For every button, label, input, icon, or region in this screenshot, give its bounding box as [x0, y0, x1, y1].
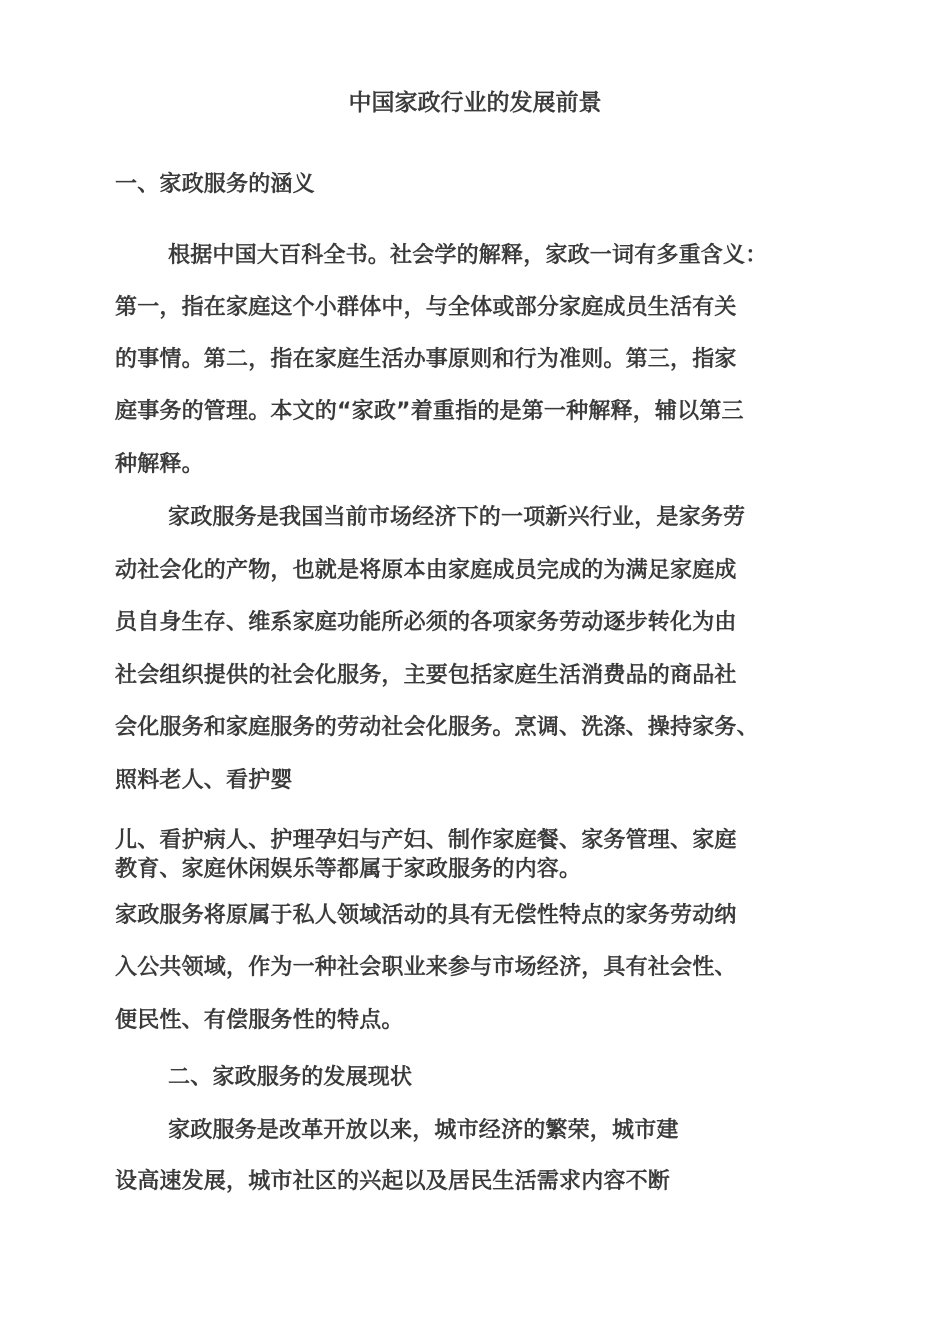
- paragraph-line: 儿、看护病人、护理孕妇与产妇、制作家庭餐、家务管理、家庭: [115, 828, 737, 853]
- paragraph-line: 家政服务是我国当前市场经济下的一项新兴行业，是家务劳: [168, 505, 746, 530]
- paragraph-line: 教育、家庭休闲娱乐等都属于家政服务的内容。: [115, 857, 582, 882]
- paragraph-line: 动社会化的产物，也就是将原本由家庭成员完成的为满足家庭成: [115, 558, 737, 583]
- paragraph-line: 家政服务是改革开放以来，城市经济的繁荣，城市建: [168, 1118, 679, 1143]
- paragraph-line: 员自身生存、维系家庭功能所必须的各项家务劳动逐步转化为由: [115, 610, 737, 635]
- paragraph-line: 便民性、有偿服务性的特点。: [115, 1008, 404, 1033]
- paragraph-line: 庭事务的管理。本文的“家政”着重指的是第一种解释，辅以第三: [115, 399, 744, 424]
- paragraph-line: 会化服务和家庭服务的劳动社会化服务。烹调、洗涤、操持家务、: [115, 715, 759, 740]
- paragraph-line: 种解释。: [115, 452, 204, 477]
- document-title: 中国家政行业的发展前景: [348, 90, 602, 116]
- paragraph-line: 照料老人、看护婴: [115, 768, 293, 793]
- paragraph-line: 的事情。第二，指在家庭生活办事原则和行为准则。第三，指家: [115, 347, 737, 372]
- paragraph-line: 第一，指在家庭这个小群体中，与全体或部分家庭成员生活有关: [115, 295, 737, 320]
- paragraph-line: 根据中国大百科全书。社会学的解释，家政一词有多重含义：: [168, 243, 768, 268]
- section-2-heading: 二、家政服务的发展现状: [168, 1065, 413, 1090]
- paragraph-line: 家政服务将原属于私人领域活动的具有无偿性特点的家务劳动纳: [115, 903, 737, 928]
- section-1-heading: 一、家政服务的涵义: [115, 172, 315, 197]
- paragraph-line: 入公共领域，作为一种社会职业来参与市场经济，具有社会性、: [115, 955, 737, 980]
- paragraph-line: 社会组织提供的社会化服务，主要包括家庭生活消费品的商品社: [115, 663, 737, 688]
- paragraph-line: 设高速发展，城市社区的兴起以及居民生活需求内容不断: [115, 1169, 671, 1194]
